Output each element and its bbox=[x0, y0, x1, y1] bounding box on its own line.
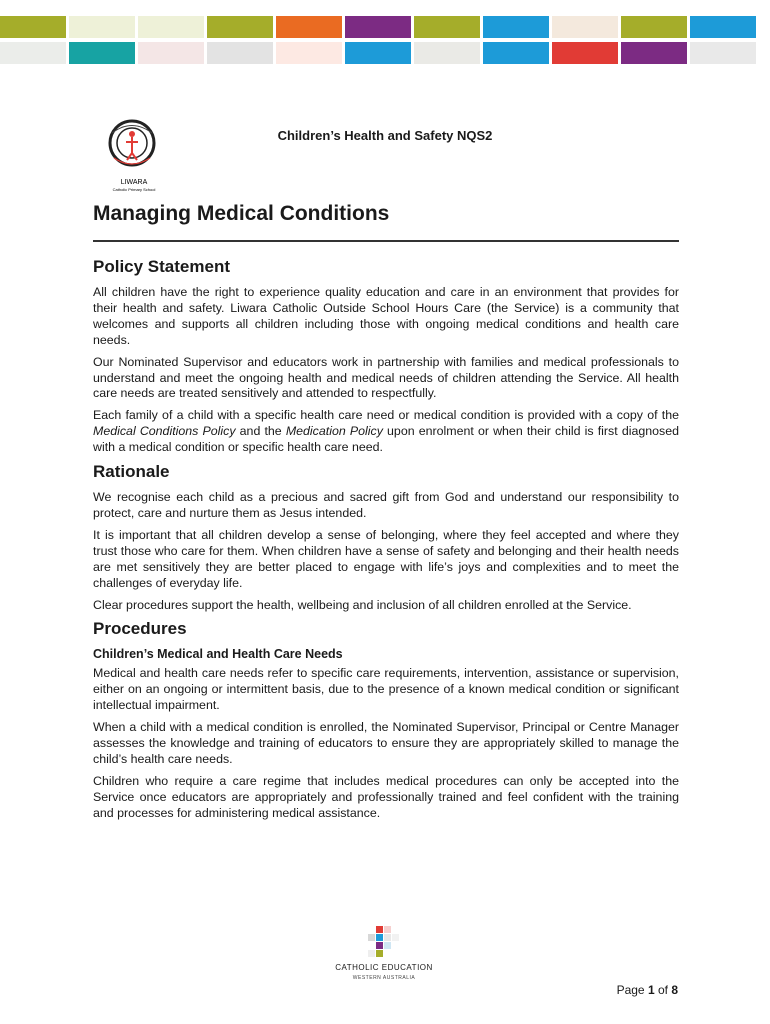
color-tile bbox=[276, 16, 342, 38]
color-tile bbox=[690, 42, 756, 64]
color-tile bbox=[0, 42, 66, 64]
paragraph: It is important that all children develop a sense of belonging, where they feel accepted and where they trust those who care for them. When children have a sense of safety and belonging and their health needs are met sensitively they are better placed to engage with life’s joys and complexities and to meet the challenges of everyday life. bbox=[93, 527, 679, 590]
page-total: 8 bbox=[671, 983, 678, 997]
color-tile bbox=[621, 16, 687, 38]
color-tile bbox=[69, 16, 135, 38]
policy-statement-heading: Policy Statement bbox=[93, 257, 230, 276]
color-tile bbox=[552, 42, 618, 64]
paragraph: Our Nominated Supervisor and educators work in partnership with families and medical professionals to understand and meet the ongoing health and medical needs of children attending the Service. All health care needs are treated sensitively and attended to respectfully. bbox=[93, 354, 679, 401]
paragraph: Medical and health care needs refer to specific care requirements, intervention, assistance or supervision, either on an ongoing or intermittent basis, due to the presence of a known medical condition or significant intellectual impairment. bbox=[93, 666, 679, 713]
color-tile bbox=[138, 16, 204, 38]
color-tile bbox=[552, 16, 618, 38]
svg-text:Catholic Primary School: Catholic Primary School bbox=[112, 187, 156, 192]
text-run: Each family of a child with a specific health care need or medical condition is provided with a copy of the bbox=[93, 408, 679, 423]
header-title: Children’s Health and Safety NQS2 bbox=[277, 128, 493, 143]
color-tile bbox=[69, 42, 135, 64]
page-number bbox=[617, 983, 678, 997]
catholic-education-logo bbox=[328, 918, 440, 988]
color-tile bbox=[483, 42, 549, 64]
color-tile bbox=[621, 42, 687, 64]
color-tile bbox=[690, 16, 756, 38]
paragraph: Children who require a care regime that includes medical procedures can only be accepted into the Service once educators are appropriately and professionally trained and feel confident with the training and processes for administering medical assistance. bbox=[93, 773, 679, 820]
paragraph: When a child with a medical condition is enrolled, the Nominated Supervisor, Principal or Centre Manager assesses the knowledge and training of educators to ensure they are appropriately skilled to manage the child’s health care needs. bbox=[93, 720, 679, 766]
header-color-tiles bbox=[0, 16, 770, 64]
document-body bbox=[93, 202, 679, 828]
footer-brand: CATHOLIC EDUCATION bbox=[335, 963, 433, 972]
color-tile bbox=[207, 16, 273, 38]
catholic-education-cross-icon bbox=[328, 918, 440, 962]
color-tile bbox=[276, 42, 342, 64]
medication-policy-ref: Medication Policy bbox=[285, 424, 383, 439]
page-prefix: Page bbox=[616, 983, 648, 997]
procedures-heading: Procedures bbox=[93, 619, 187, 639]
color-tile bbox=[207, 42, 273, 64]
page-current: 1 bbox=[647, 983, 655, 997]
paragraph: All children have the right to experience quality education and care in an environment that provides for their health and safety. Liwara Catholic Outside School Hours Care (the Service) is a community that welcomes and supports all children including those with ongoing medical conditions and health care needs. bbox=[93, 285, 679, 347]
color-tile bbox=[414, 42, 480, 64]
text-run: upon enrolment or when their child is first diagnosed with a medical condition or specific health care need. bbox=[93, 424, 679, 455]
color-tile bbox=[345, 16, 411, 38]
svg-text:LIWARA: LIWARA bbox=[120, 179, 148, 186]
paragraph: We recognise each child as a precious and sacred gift from God and understand our responsibility to protect, care and nurture them as Jesus intended. bbox=[93, 490, 679, 520]
color-tile bbox=[138, 42, 204, 64]
procedures-subheading: Children’s Medical and Health Care Needs bbox=[93, 647, 343, 662]
text-run: and the bbox=[235, 424, 286, 439]
footer-brand-sub: WESTERN AUSTRALIA bbox=[352, 975, 416, 981]
paragraph: Clear procedures support the health, wellbeing and inclusion of all children enrolled at the Service. bbox=[93, 597, 632, 612]
rationale-heading: Rationale bbox=[93, 462, 170, 482]
color-tile bbox=[483, 16, 549, 38]
page-of: of bbox=[654, 983, 672, 997]
color-tile bbox=[0, 16, 66, 38]
page-title: Managing Medical Conditions bbox=[93, 202, 679, 242]
color-tile bbox=[345, 42, 411, 64]
paragraph bbox=[93, 408, 679, 456]
medical-conditions-policy-ref: Medical Conditions Policy bbox=[93, 424, 236, 439]
color-tile bbox=[414, 16, 480, 38]
